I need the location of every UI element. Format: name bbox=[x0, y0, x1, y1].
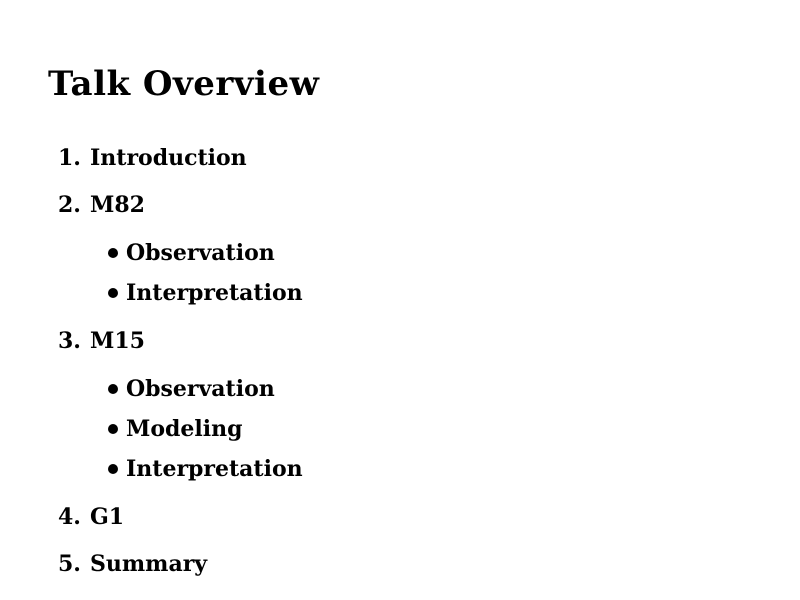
subitem-label: Interpretation bbox=[126, 456, 303, 482]
bullet-icon bbox=[108, 248, 118, 258]
bullet-icon bbox=[108, 288, 118, 298]
subitem-m15-observation bbox=[108, 376, 275, 402]
item-label: M15 bbox=[90, 328, 145, 354]
item-number: 5. bbox=[58, 551, 81, 577]
item-label: Summary bbox=[90, 551, 208, 577]
item-number: 2. bbox=[58, 192, 81, 218]
item-number: 4. bbox=[58, 504, 81, 530]
item-number: 3. bbox=[58, 328, 81, 354]
list-item-summary bbox=[58, 551, 207, 577]
bullet-icon bbox=[108, 464, 118, 474]
subitem-label: Observation bbox=[126, 240, 275, 266]
subitem-m82-observation bbox=[108, 240, 275, 266]
subitem-label: Modeling bbox=[126, 416, 243, 442]
list-item-m15 bbox=[58, 328, 145, 354]
list-item-introduction bbox=[58, 145, 247, 171]
item-label: G1 bbox=[90, 504, 125, 530]
subitem-m15-modeling bbox=[108, 416, 243, 442]
bullet-icon bbox=[108, 384, 118, 394]
item-label: M82 bbox=[90, 192, 145, 218]
slide-title: Talk Overview bbox=[48, 64, 320, 104]
item-label: Introduction bbox=[90, 145, 247, 171]
subitem-m15-interpretation bbox=[108, 456, 303, 482]
list-item-g1 bbox=[58, 504, 124, 530]
item-number: 1. bbox=[58, 145, 81, 171]
list-item-m82 bbox=[58, 192, 145, 218]
subitem-m82-interpretation bbox=[108, 280, 303, 306]
bullet-icon bbox=[108, 424, 118, 434]
subitem-label: Observation bbox=[126, 376, 275, 402]
subitem-label: Interpretation bbox=[126, 280, 303, 306]
